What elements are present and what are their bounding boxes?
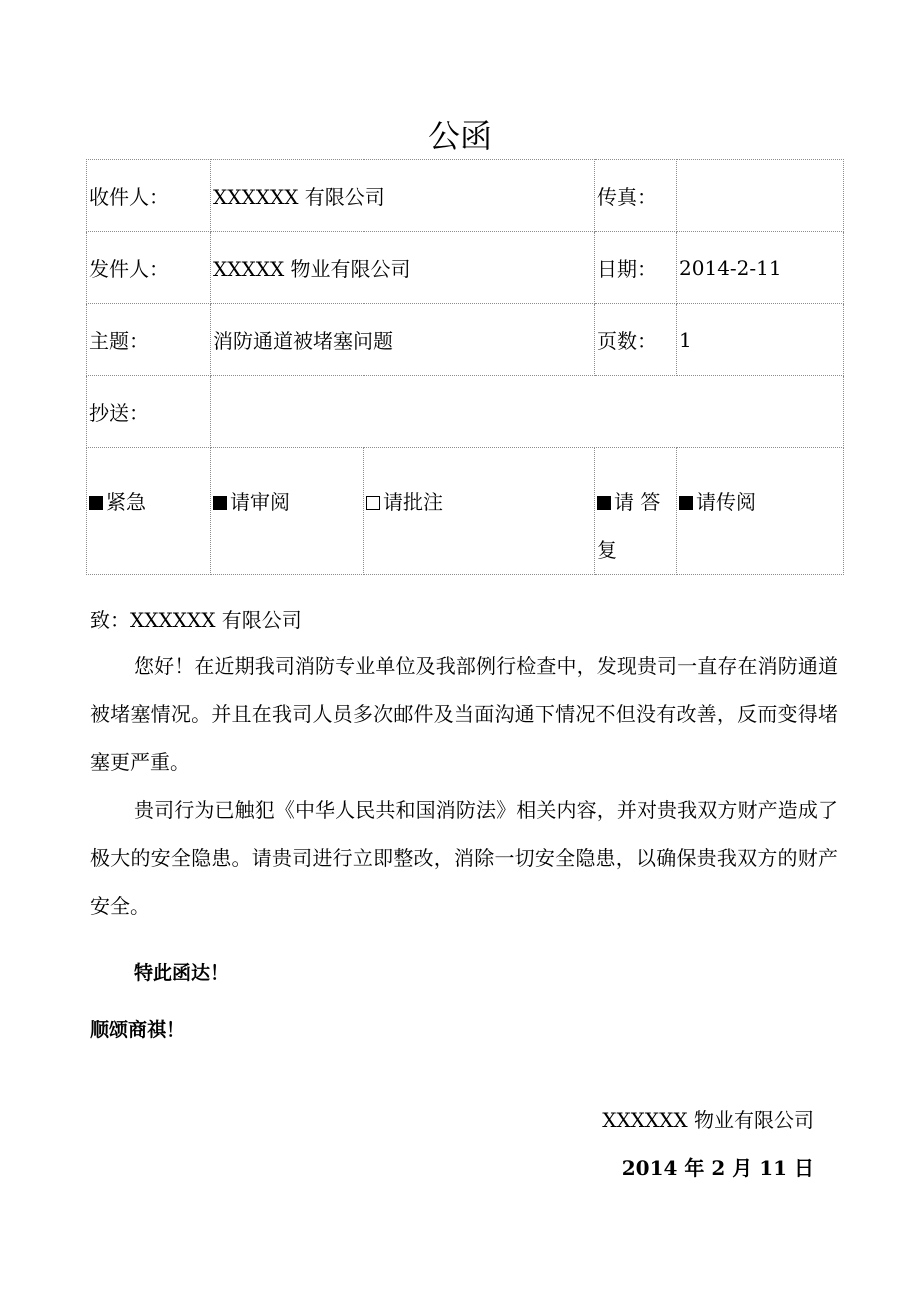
salutation: 致：XXXXXX 有限公司 <box>90 608 302 632</box>
paragraph-1: 您好！在近期我司消防专业单位及我部例行检查中，发现贵司一直存在消防通道被堵塞情况。并且在我司人员多次邮件及当面沟通下情况不但没有改善，反而变得堵塞更严重。 <box>90 654 838 774</box>
document-title: 公函 <box>427 117 492 155</box>
cc-row <box>87 376 844 448</box>
date-value: 2014-2-11 <box>677 232 844 304</box>
option-comment[interactable] <box>364 448 595 575</box>
checkbox-urgent[interactable] <box>89 496 103 510</box>
checkbox-review[interactable] <box>213 496 227 510</box>
header-info-table <box>86 159 844 575</box>
sender-row <box>87 232 844 304</box>
closing-line-2: 顺颂商祺！ <box>90 1019 186 1041</box>
fax-value <box>677 160 844 232</box>
date-label: 日期： <box>595 232 677 304</box>
sender-value: XXXXX 物业有限公司 <box>211 232 595 304</box>
signature-company: XXXXXX 物业有限公司 <box>602 1108 814 1132</box>
options-row <box>87 448 844 575</box>
pages-value: 1 <box>677 304 844 376</box>
option-review[interactable] <box>211 448 364 575</box>
option-comment-label: 请批注 <box>383 490 443 514</box>
subject-value: 消防通道被堵塞问题 <box>211 304 595 376</box>
recipient-row <box>87 160 844 232</box>
signature-date: 2014 年 2 月 11 日 <box>621 1156 814 1180</box>
option-review-label: 请审阅 <box>230 490 290 514</box>
option-circulate-label: 请传阅 <box>696 490 757 514</box>
option-reply[interactable] <box>595 448 677 575</box>
subject-row <box>87 304 844 376</box>
checkbox-reply[interactable] <box>597 496 611 510</box>
recipient-label: 收件人： <box>87 160 211 232</box>
cc-value <box>211 376 844 448</box>
sender-label: 发件人： <box>87 232 211 304</box>
subject-label: 主题： <box>87 304 211 376</box>
checkbox-comment[interactable] <box>366 496 380 510</box>
paragraph-2: 贵司行为已触犯《中华人民共和国消防法》相关内容，并对贵我双方财产造成了极大的安全隐患。请贵司进行立即整改，消除一切安全隐患，以确保贵我双方的财产安全。 <box>90 798 838 918</box>
fax-label: 传真： <box>595 160 677 232</box>
cc-label: 抄送： <box>87 376 211 448</box>
checkbox-circulate[interactable] <box>679 496 693 510</box>
recipient-value: XXXXXX 有限公司 <box>211 160 595 232</box>
option-circulate[interactable] <box>677 448 844 575</box>
option-urgent-label: 紧急 <box>106 490 146 514</box>
closing-line-1: 特此函达！ <box>134 962 230 984</box>
option-reply-label: 请 答 复 <box>597 490 661 562</box>
option-urgent[interactable] <box>87 448 211 575</box>
pages-label: 页数： <box>595 304 677 376</box>
